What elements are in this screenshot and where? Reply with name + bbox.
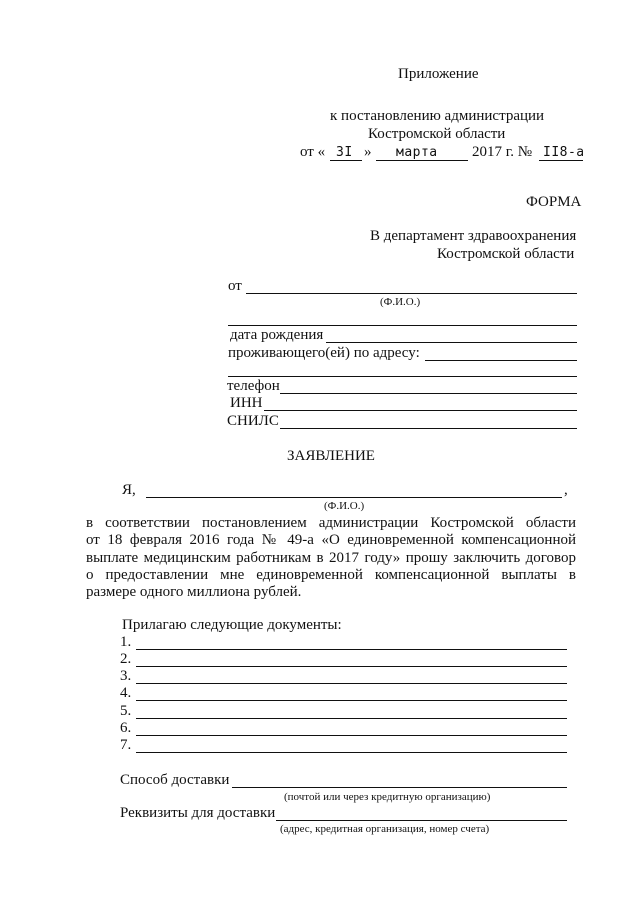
date-prefix: от «	[300, 144, 326, 160]
delivery-method-field[interactable]	[232, 787, 567, 788]
birth-date-field[interactable]	[326, 342, 577, 343]
resolution-region: Костромской области	[368, 126, 506, 142]
snils-field[interactable]	[280, 428, 577, 429]
addressee-line1: В департамент здравоохранения	[370, 228, 577, 244]
document-field-7[interactable]	[136, 752, 567, 753]
month-underline	[376, 160, 468, 161]
document-field-1[interactable]	[136, 649, 567, 650]
phone-label: телефон	[227, 378, 280, 394]
i-label: Я,	[122, 482, 136, 498]
document-number-4: 4.	[120, 685, 132, 701]
date-mid: »	[364, 144, 372, 160]
statement-line-3: выплате медицинским работникам в 2017 году» прошу заключить договор	[86, 550, 576, 566]
document-field-6[interactable]	[136, 735, 567, 736]
document-number-1: 1.	[120, 634, 132, 650]
snils-label: СНИЛС	[227, 413, 279, 429]
applicant-fio-hint: (Ф.И.О.)	[380, 296, 421, 308]
phone-field[interactable]	[280, 393, 577, 394]
from-label: от	[228, 278, 242, 294]
date-month: марта	[396, 145, 438, 160]
statement-name-field[interactable]	[146, 497, 562, 498]
documents-intro: Прилагаю следующие документы:	[122, 617, 342, 633]
statement-line-5: размере одного миллиона рублей.	[86, 584, 302, 600]
number-underline	[539, 160, 583, 161]
statement-line-1: в соответствии постановлением администрации Костромской области	[86, 515, 576, 531]
day-underline	[330, 160, 362, 161]
document-number-6: 6.	[120, 720, 132, 736]
document-field-4[interactable]	[136, 700, 567, 701]
delivery-details-hint: (адрес, кредитная организация, номер счета)	[280, 823, 490, 835]
document-number-5: 5.	[120, 703, 132, 719]
applicant-name-field[interactable]	[246, 293, 577, 294]
delivery-method-hint: (почтой или через кредитную организацию)	[284, 791, 491, 803]
statement-fio-hint: (Ф.И.О.)	[324, 500, 365, 512]
resolution-number: II8-а	[543, 145, 585, 160]
address-label: проживающего(ей) по адресу:	[228, 345, 420, 361]
date-year: 2017 г. №	[472, 144, 533, 160]
appendix-title: Приложение	[398, 66, 479, 82]
delivery-method-label: Способ доставки	[120, 772, 230, 788]
form-label: ФОРМА	[526, 194, 582, 210]
document-field-3[interactable]	[136, 683, 567, 684]
address-field-2[interactable]	[228, 376, 577, 377]
inn-label: ИНН	[230, 395, 263, 411]
applicant-name-field-2[interactable]	[228, 325, 577, 326]
document-field-2[interactable]	[136, 666, 567, 667]
statement-line-4: о предоставлении мне единовременной компенсационной выплаты в	[86, 567, 576, 583]
date-day: 3I	[336, 145, 353, 160]
document-number-2: 2.	[120, 651, 132, 667]
address-field[interactable]	[425, 360, 577, 361]
document-number-3: 3.	[120, 668, 132, 684]
addressee-line2: Костромской области	[437, 246, 575, 262]
inn-field[interactable]	[264, 410, 577, 411]
delivery-details-field[interactable]	[276, 820, 567, 821]
birth-date-label: дата рождения	[230, 327, 324, 343]
delivery-details-label: Реквизиты для доставки	[120, 805, 276, 821]
document-field-5[interactable]	[136, 718, 567, 719]
resolution-reference: к постановлению администрации	[330, 108, 545, 124]
statement-title: ЗАЯВЛЕНИЕ	[287, 448, 375, 464]
document-number-7: 7.	[120, 737, 132, 753]
statement-comma: ,	[564, 482, 568, 498]
statement-line-2: от 18 февраля 2016 года № 49-а «О единовременной компенсационной	[86, 532, 576, 548]
